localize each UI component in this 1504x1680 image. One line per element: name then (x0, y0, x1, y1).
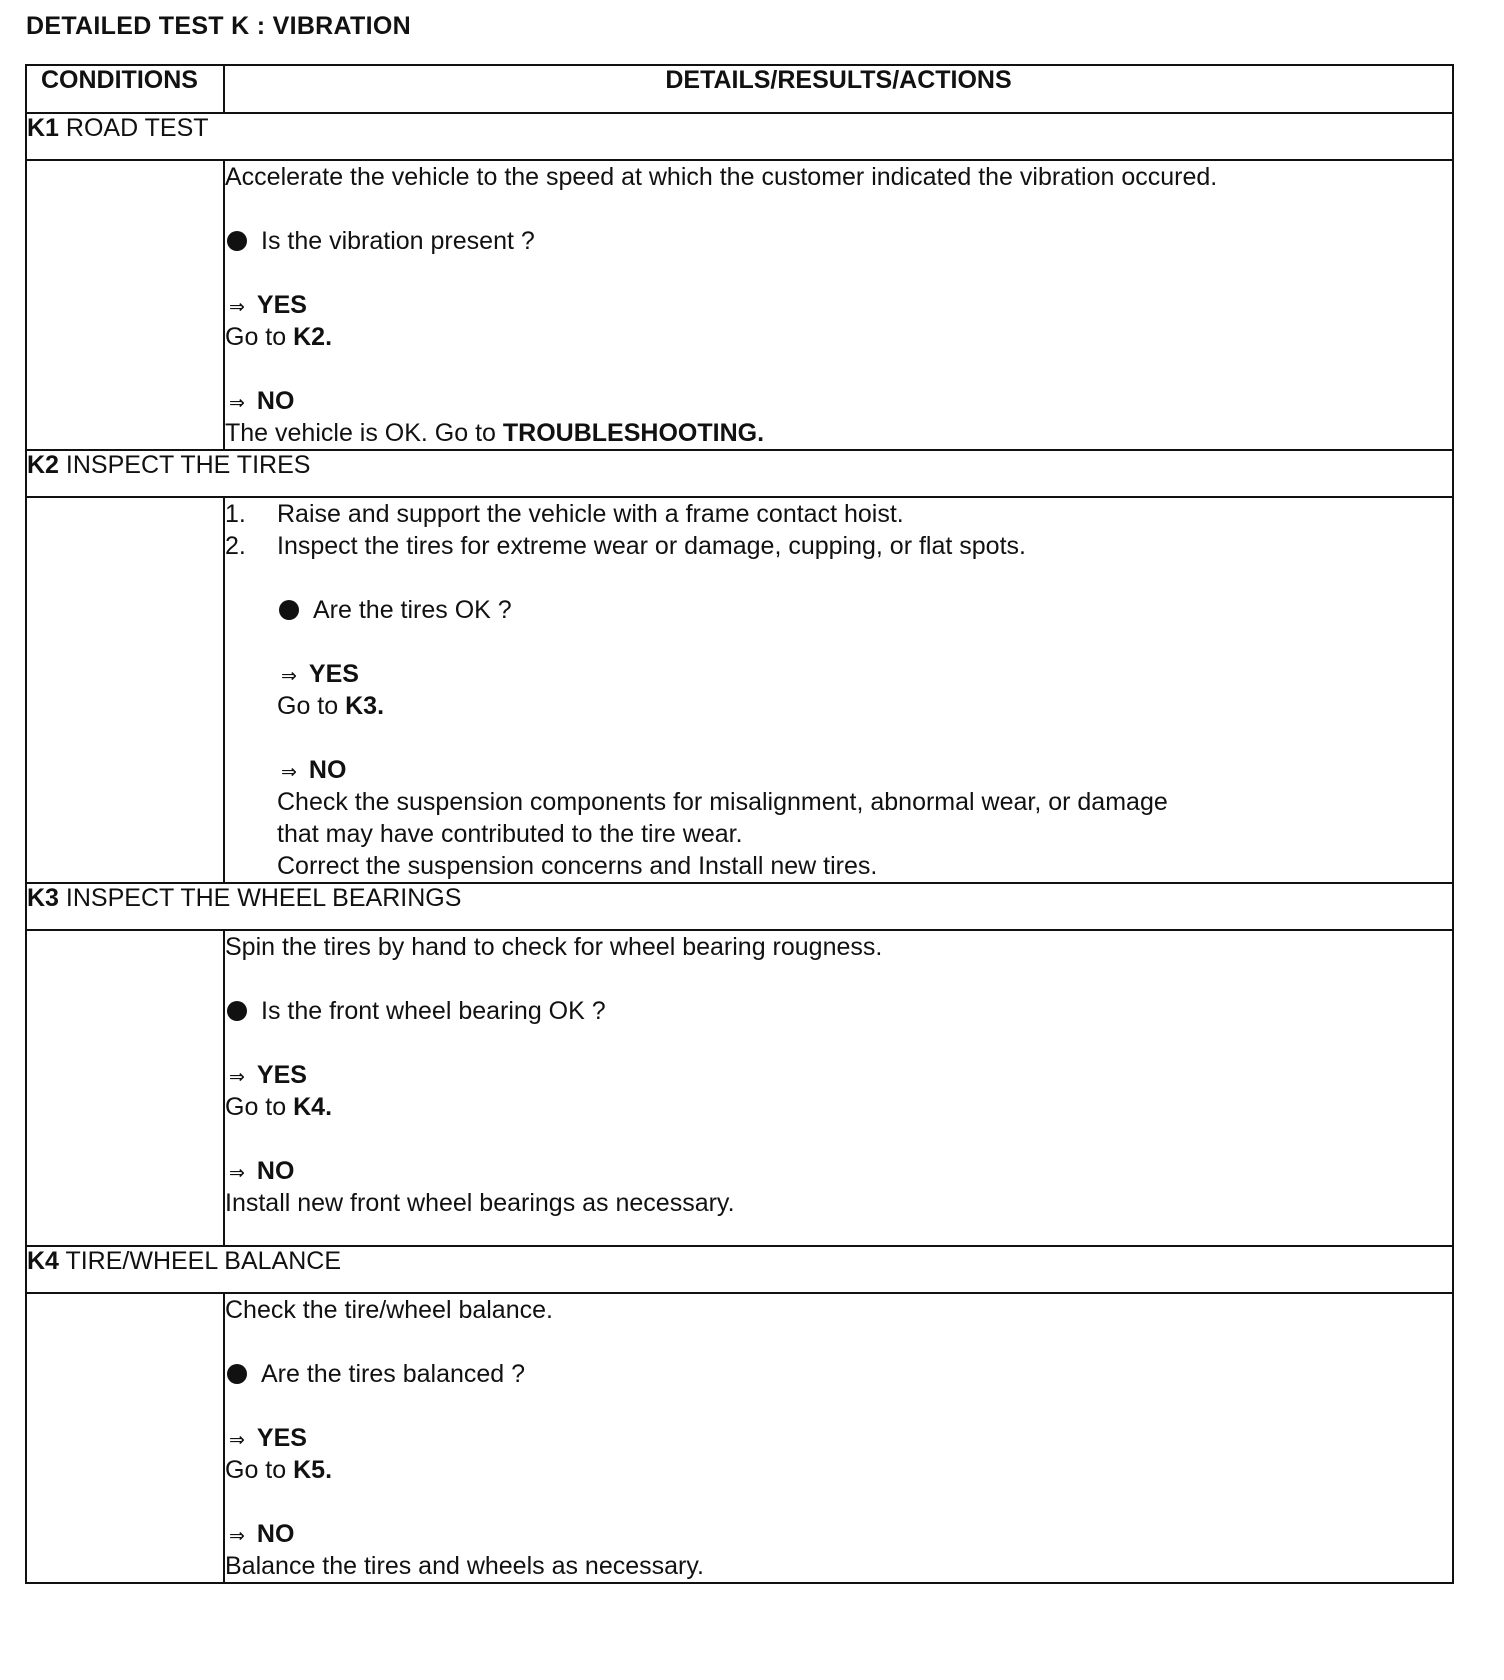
section-body-k2 (26, 497, 1453, 883)
no-action: Install new front wheel bearings as necessary. (225, 1189, 735, 1217)
yes-label: ⇒ YES (225, 289, 1452, 321)
no-action: Balance the tires and wheels as necessary. (225, 1552, 704, 1580)
intro-text: Accelerate the vehicle to the speed at which the customer indicated the vibration occured. (225, 163, 1218, 191)
no-action-line: that may have contributed to the tire wear. (277, 820, 743, 848)
bullet-icon (227, 231, 247, 251)
details-cell (224, 930, 1453, 1246)
section-title-k2 (26, 450, 1453, 497)
section-header-k3 (26, 883, 1453, 930)
section-body-k1 (26, 160, 1453, 450)
section-code: K4 (27, 1247, 59, 1275)
section-body-k3 (26, 930, 1453, 1246)
question: Is the front wheel bearing OK ? (225, 995, 1452, 1027)
arrow-icon: ⇒ (281, 762, 297, 783)
arrow-icon: ⇒ (229, 393, 245, 414)
conditions-cell (26, 160, 224, 450)
intro-text: Check the tire/wheel balance. (225, 1296, 553, 1324)
section-title-k3 (26, 883, 1453, 930)
conditions-cell (26, 497, 224, 883)
arrow-icon: ⇒ (229, 1067, 245, 1088)
question: Are the tires balanced ? (225, 1358, 1452, 1390)
goto-link: K3. (345, 692, 385, 720)
intro-text: Spin the tires by hand to check for wheel bearing rougness. (225, 933, 883, 961)
question: Are the tires OK ? (225, 594, 1452, 626)
goto-link: TROUBLESHOOTING. (502, 419, 765, 447)
yes-label: ⇒ YES (225, 658, 1452, 690)
goto-link: K4. (293, 1093, 333, 1121)
no-action: The vehicle is OK. Go to TROUBLESHOOTING. (225, 419, 765, 447)
page-title: DETAILED TEST K : VIBRATION (26, 12, 411, 40)
yes-action: Go to K3. (277, 692, 385, 720)
no-action-line: Correct the suspension concerns and Install new tires. (277, 852, 878, 880)
section-name: TIRE/WHEEL BALANCE (65, 1247, 341, 1275)
conditions-cell (26, 930, 224, 1246)
yes-action: Go to K5. (225, 1456, 333, 1484)
yes-action: Go to K4. (225, 1093, 333, 1121)
bullet-icon (227, 1364, 247, 1384)
section-header-k1 (26, 113, 1453, 160)
table-header-row (26, 65, 1453, 113)
question: Is the vibration present ? (225, 225, 1452, 257)
diagnostic-table (25, 64, 1454, 1584)
section-title-k1 (26, 113, 1453, 160)
section-header-k2 (26, 450, 1453, 497)
arrow-icon: ⇒ (229, 1163, 245, 1184)
section-header-k4 (26, 1246, 1453, 1293)
no-label: ⇒ NO (225, 754, 1452, 786)
goto-link: K5. (293, 1456, 333, 1484)
section-code: K3 (27, 884, 59, 912)
arrow-icon: ⇒ (281, 666, 297, 687)
section-name: INSPECT THE TIRES (65, 451, 311, 479)
details-cell (224, 160, 1453, 450)
yes-label: ⇒ YES (225, 1059, 1452, 1091)
section-name: ROAD TEST (65, 114, 209, 142)
yes-action: Go to K2. (225, 323, 333, 351)
bullet-icon (227, 1001, 247, 1021)
yes-label: ⇒ YES (225, 1422, 1452, 1454)
conditions-header: CONDITIONS (26, 65, 224, 113)
no-label: ⇒ NO (225, 385, 1452, 417)
goto-link: K2. (293, 323, 333, 351)
arrow-icon: ⇒ (229, 1526, 245, 1547)
section-code: K2 (27, 451, 59, 479)
step-1: 1. Raise and support the vehicle with a frame contact hoist. (225, 500, 904, 528)
conditions-cell (26, 1293, 224, 1583)
step-2: 2. Inspect the tires for extreme wear or damage, cupping, or flat spots. (225, 532, 1026, 560)
details-cell (224, 1293, 1453, 1583)
section-body-k4 (26, 1293, 1453, 1583)
no-action-line: Check the suspension components for misalignment, abnormal wear, or damage (277, 788, 1168, 816)
arrow-icon: ⇒ (229, 1430, 245, 1451)
no-label: ⇒ NO (225, 1155, 1452, 1187)
details-header: DETAILS/RESULTS/ACTIONS (224, 65, 1453, 113)
arrow-icon: ⇒ (229, 297, 245, 318)
section-name: INSPECT THE WHEEL BEARINGS (65, 884, 462, 912)
section-title-k4 (26, 1246, 1453, 1293)
section-code: K1 (27, 114, 59, 142)
details-cell (224, 497, 1453, 883)
no-label: ⇒ NO (225, 1518, 1452, 1550)
bullet-icon (279, 600, 299, 620)
